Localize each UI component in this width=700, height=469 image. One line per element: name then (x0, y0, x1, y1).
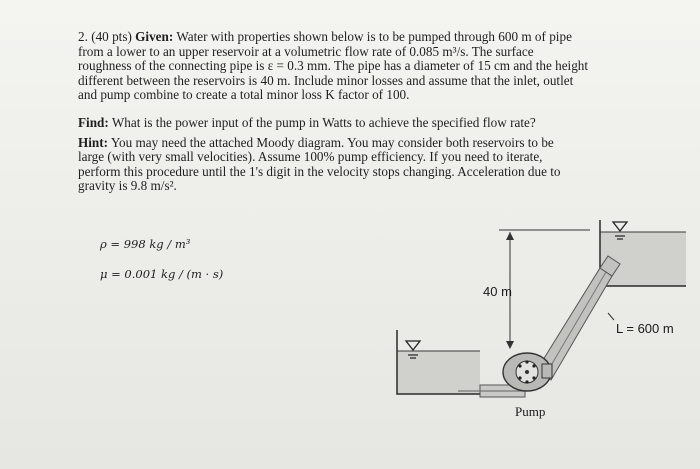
given-line-5: and pump combine to create a total minor loss K factor of 100. (78, 87, 410, 103)
upper-reservoir (600, 220, 686, 286)
upper-water-level-icon (613, 222, 627, 239)
find-text: What is the power input of the pump in Watts to achieve the specified flow rate? (108, 114, 536, 130)
hint-label: Hint: (78, 134, 109, 150)
height-label: 40 m (483, 284, 512, 299)
density-formula: ρ = 998 kg / m³ (100, 237, 191, 251)
hint-line-2: large (with very small velocities). Assume 100% pump efficiency. If you need to iterate, (78, 149, 543, 165)
given-line-1: Water with properties shown below is to be pumped through 600 m of pipe (173, 29, 572, 44)
problem-points: (40 pts) (91, 29, 132, 44)
pump-label: Pump (515, 404, 546, 419)
given-line-2: from a lower to an upper reservoir at a volumetric flow rate of 0.085 m³/s. The surface (78, 43, 534, 59)
find-label: Find: (78, 114, 109, 130)
given-line-3: roughness of the connecting pipe is ε = 0.3 mm. The pipe has a diameter of 15 cm and the height (78, 58, 589, 74)
given-label: Given: (135, 29, 174, 44)
lower-reservoir-water (397, 351, 480, 394)
lower-reservoir (397, 330, 480, 394)
hint-line-3: perform this procedure until the 1's digit in the velocity stops changing. Acceleration due to (78, 163, 561, 179)
viscosity-formula: μ = 0.001 kg / (m · s) (100, 267, 224, 281)
hint-line-1: You may need the attached Moody diagram. You may consider both reservoirs to be (108, 134, 554, 150)
hint-line-4: gravity is 9.8 m/s². (78, 178, 177, 194)
discharge-pipe (538, 256, 620, 380)
pump (503, 353, 552, 391)
pipe-length-label: L = 600 m (616, 321, 674, 336)
lower-water-level-icon (406, 341, 420, 358)
problem-number: 2. (78, 29, 88, 44)
length-leader-line (608, 313, 614, 320)
given-line-4: different between the reservoirs is 40 m. Include minor losses and assume that the inlet, outlet (78, 72, 574, 88)
